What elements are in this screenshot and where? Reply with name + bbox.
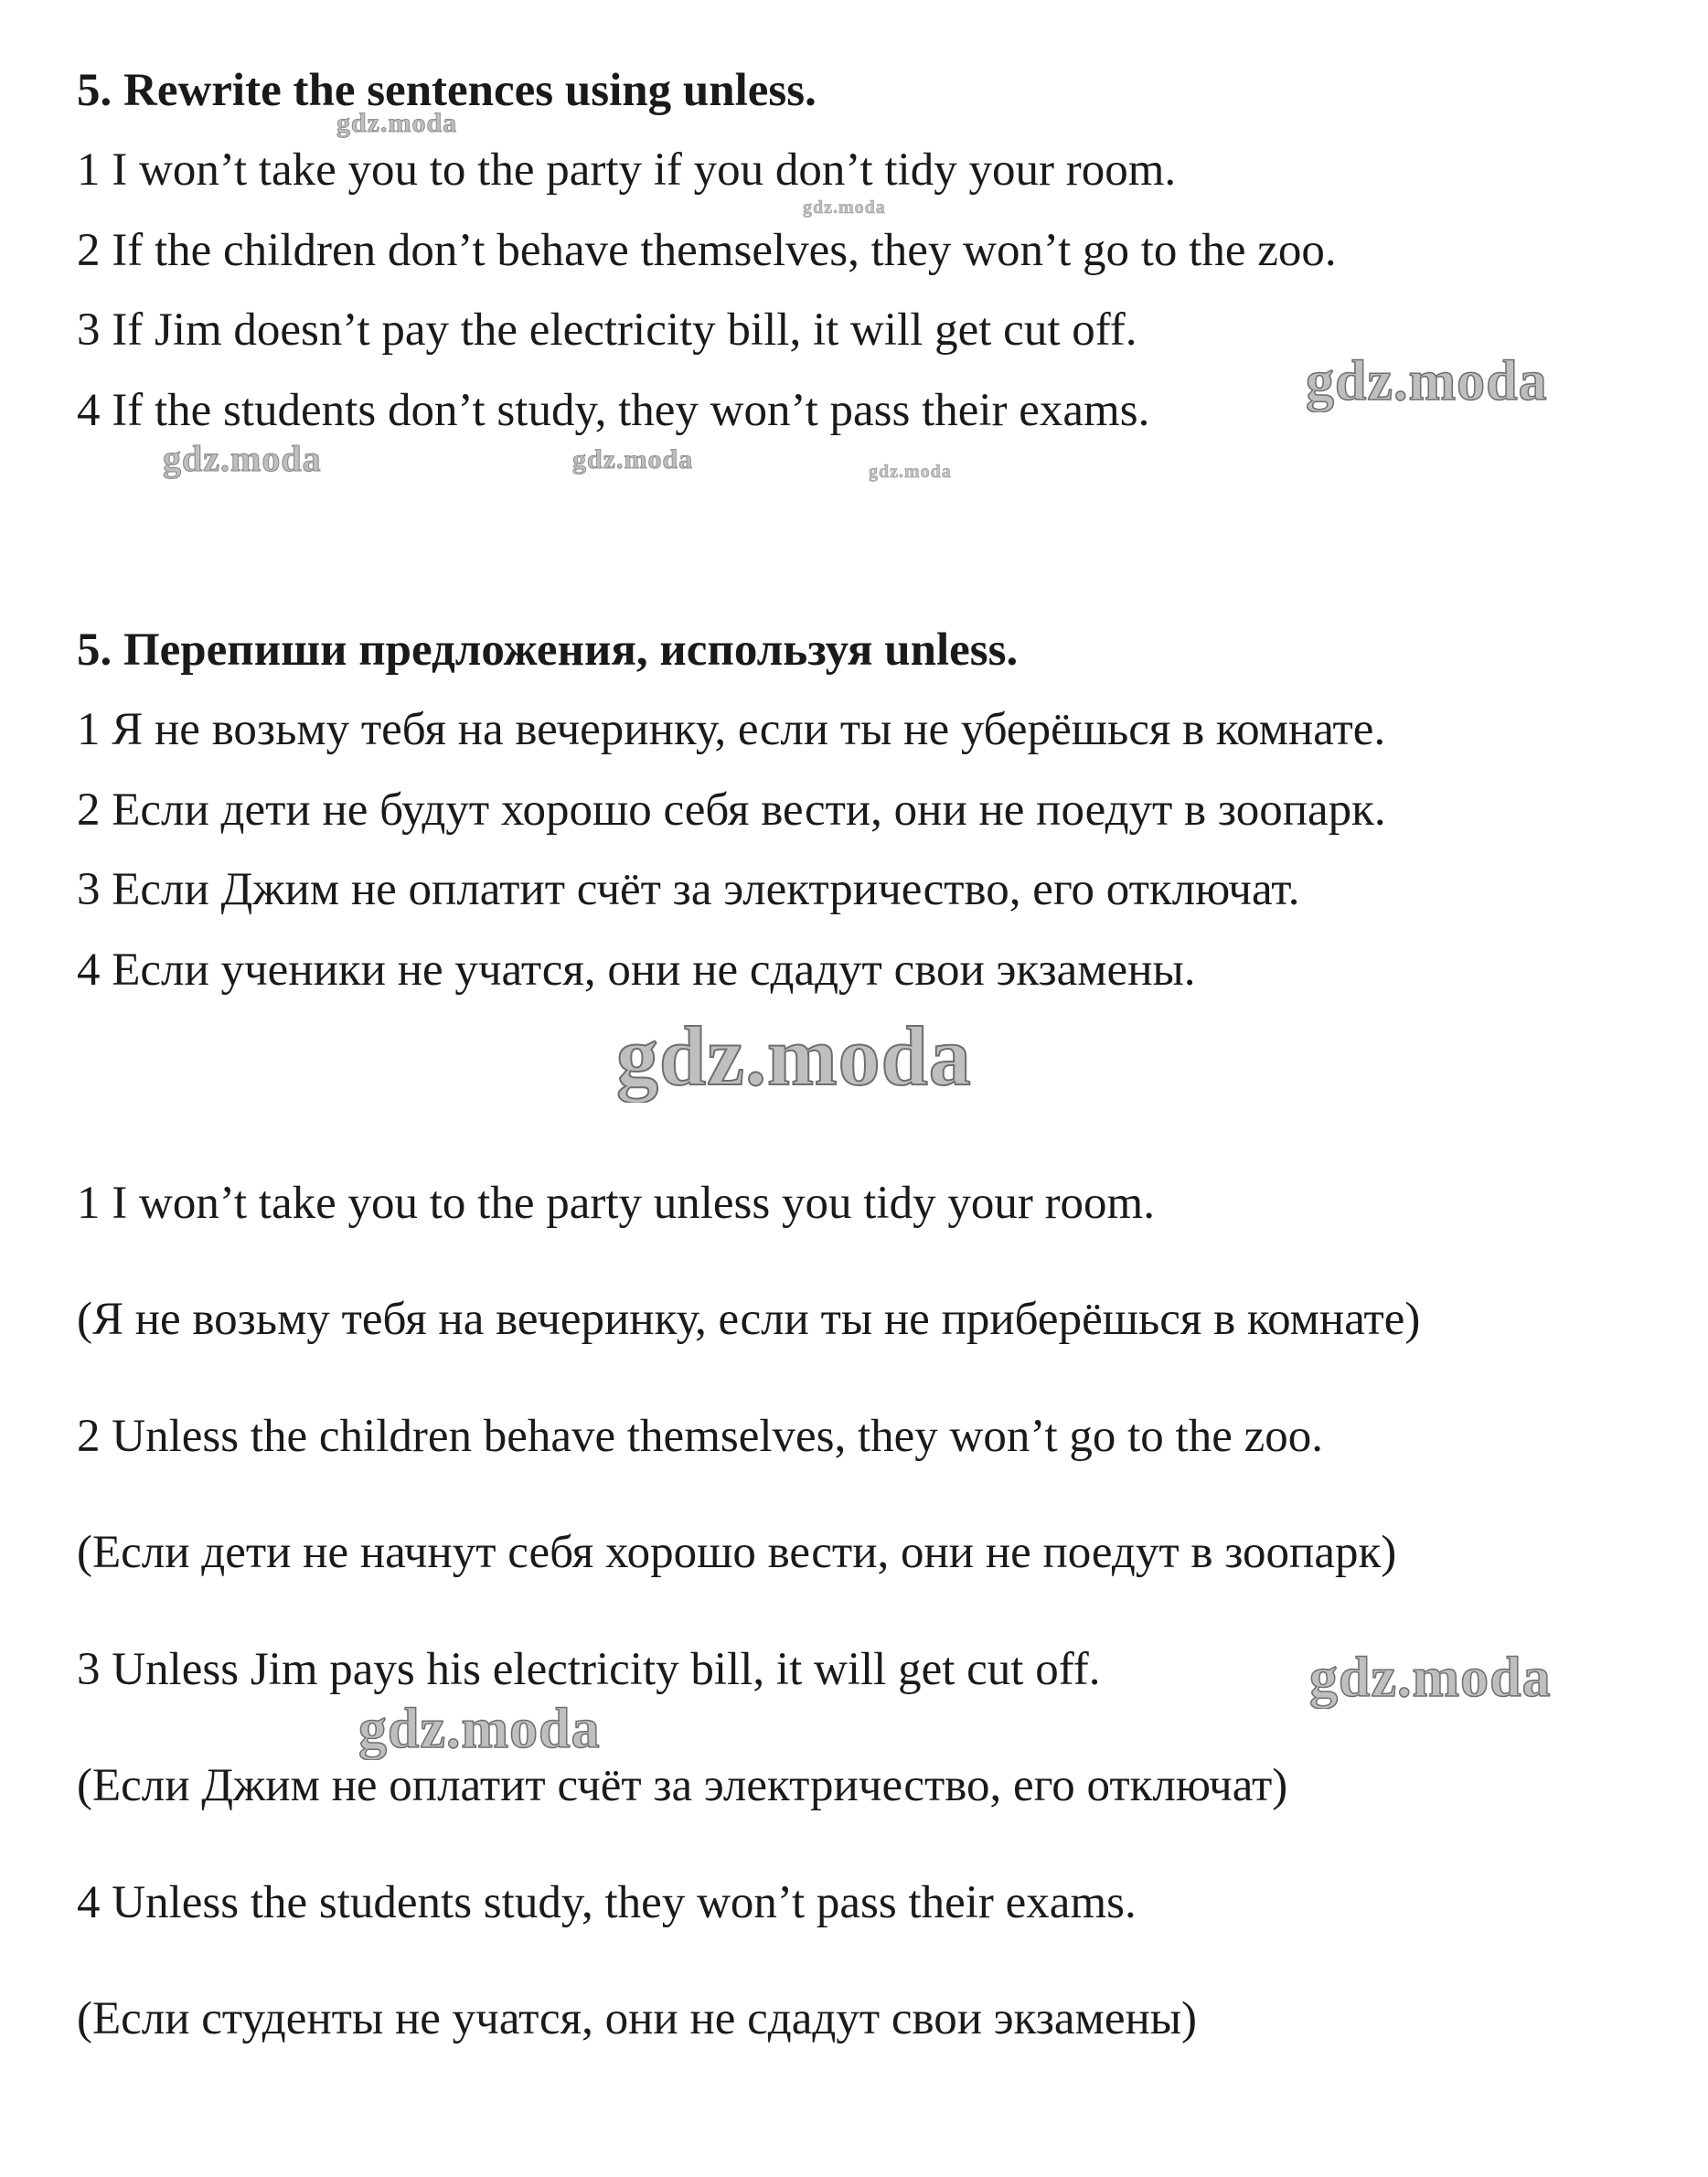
- answer-1-sentence: 1 I won’t take you to the party unless you tidy your room.: [77, 1178, 1155, 1229]
- answer-3-translation: (Если Джим не оплатит счёт за электричество, его отключат): [77, 1760, 1288, 1811]
- answer-4-sentence: 4 Unless the students study, they won’t pass their exams.: [77, 1877, 1137, 1928]
- task-en-item-1: 1 I won’t take you to the party if you don’t tidy your room.: [77, 144, 1177, 196]
- watermark: gdz.moda: [803, 197, 886, 218]
- watermark: gdz.moda: [572, 444, 694, 475]
- watermark: gdz.moda: [163, 438, 322, 479]
- watermark: gdz.moda: [358, 1698, 601, 1760]
- task-en-item-3: 3 If Jim doesn’t pay the electricity bill, it will get cut off.: [77, 304, 1137, 356]
- answer-3-sentence: 3 Unless Jim pays his electricity bill, it will get cut off.: [77, 1644, 1101, 1695]
- task-ru-item-2: 2 Если дети не будут хорошо себя вести, они не поедут в зоопарк.: [77, 784, 1386, 836]
- task-en-item-2: 2 If the children don’t behave themselves, they won’t go to the zoo.: [77, 225, 1337, 276]
- answer-1-translation: (Я не возьму тебя на вечеринку, если ты не приберёшься в комнате): [77, 1294, 1421, 1345]
- task-en-item-4: 4 If the students don’t study, they won’t pass their exams.: [77, 385, 1150, 436]
- task-ru-item-4: 4 Если ученики не учатся, они не сдадут свои экзамены.: [77, 944, 1196, 996]
- task-ru-heading: 5. Перепиши предложения, используя unless.: [77, 624, 1019, 676]
- task-ru-item-3: 3 Если Джим не оплатит счёт за электричество, его отключат.: [77, 864, 1300, 915]
- watermark: gdz.moda: [1306, 350, 1548, 412]
- answer-2-sentence: 2 Unless the children behave themselves, they won’t go to the zoo.: [77, 1411, 1323, 1462]
- task-ru-item-1: 1 Я не возьму тебя на вечеринку, если ты не уберёшься в комнате.: [77, 704, 1386, 755]
- watermark: gdz.moda: [1309, 1647, 1552, 1709]
- answer-4-translation: (Если студенты не учатся, они не сдадут свои экзамены): [77, 1993, 1197, 2044]
- watermark: gdz.moda: [616, 1009, 972, 1103]
- watermark: gdz.moda: [336, 108, 458, 138]
- watermark: gdz.moda: [869, 462, 952, 482]
- answer-2-translation: (Если дети не начнут себя хорошо вести, они не поедут в зоопарк): [77, 1527, 1397, 1578]
- task-en-heading: 5. Rewrite the sentences using unless.: [77, 65, 817, 116]
